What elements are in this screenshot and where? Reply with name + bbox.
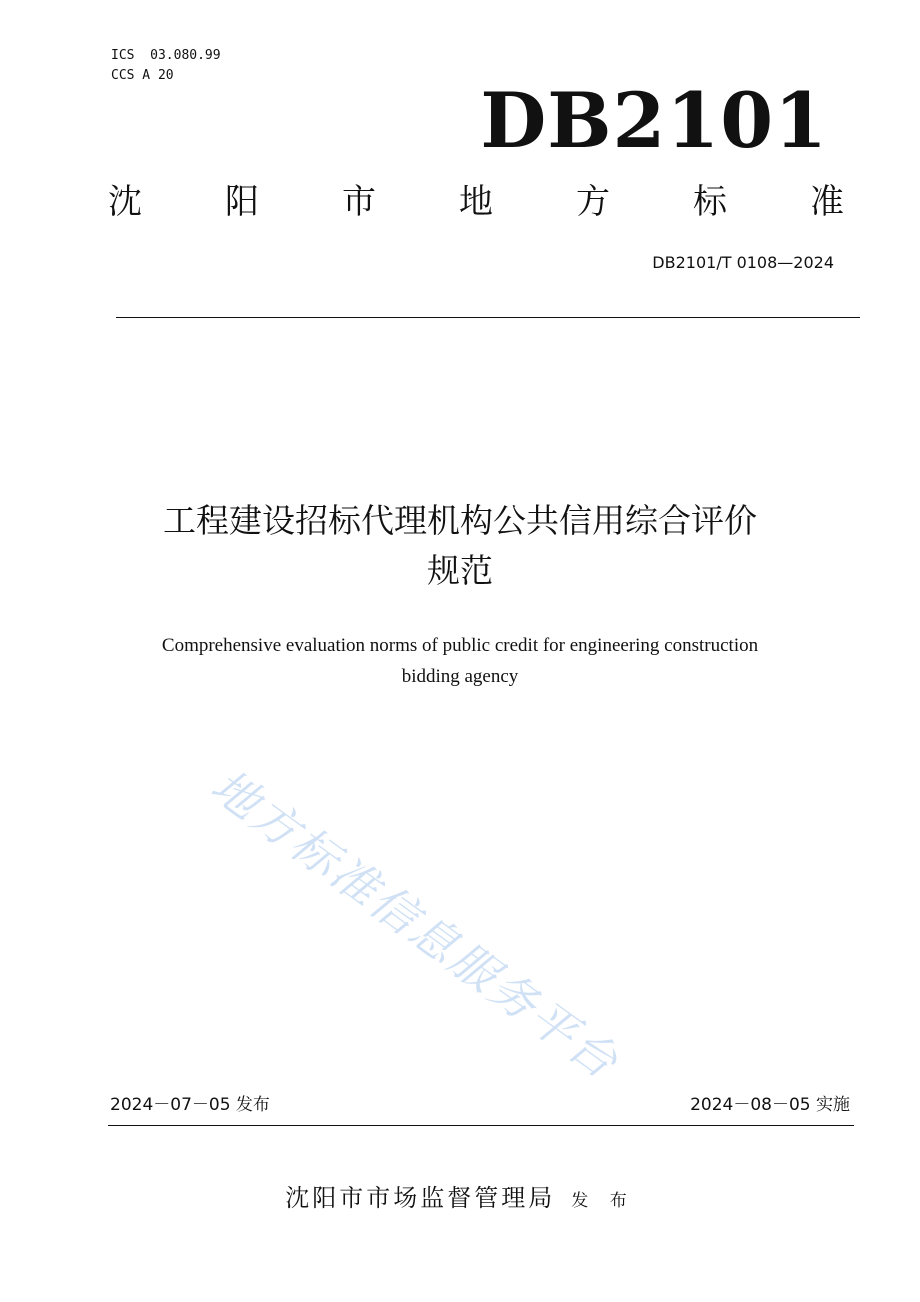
standard-type-heading [108, 178, 844, 226]
issuer-line [0, 1180, 920, 1219]
issuing-organization: 沈阳市市场监督管理局 [285, 1184, 556, 1212]
bottom-divider [108, 1125, 854, 1126]
implementation-date: 2024－08－05 实施 [690, 1095, 850, 1115]
ics-code: ICS 03.080.99 [111, 48, 221, 63]
standard-type-char: 市 [342, 182, 376, 222]
standard-type-char: 地 [459, 182, 493, 222]
classification-codes [111, 46, 221, 86]
chinese-title-line-2: 规范 [427, 551, 493, 590]
chinese-title [0, 496, 920, 596]
standard-type-char: 沈 [108, 182, 142, 222]
top-divider [116, 317, 860, 318]
ccs-code: CCS A 20 [111, 68, 174, 83]
chinese-title-line-1: 工程建设招标代理机构公共信用综合评价 [163, 501, 757, 540]
standard-type-char: 阳 [225, 182, 259, 222]
issue-action: 发 布 [571, 1191, 635, 1211]
english-title-line-1: Comprehensive evaluation norms of public credit for engineering construction [161, 635, 759, 656]
standard-number: DB2101/T 0108—2024 [652, 253, 834, 272]
watermark: 地方标准信息服务平台 [201, 758, 630, 1091]
standard-type-char: 方 [576, 182, 610, 222]
standard-type-char: 准 [810, 182, 844, 222]
publish-date: 2024－07－05 发布 [110, 1095, 270, 1115]
standard-code-logo: DB2101 [480, 76, 828, 165]
english-title-line-2: bidding agency [401, 666, 519, 687]
standard-type-char: 标 [693, 182, 727, 222]
english-title [0, 630, 920, 692]
